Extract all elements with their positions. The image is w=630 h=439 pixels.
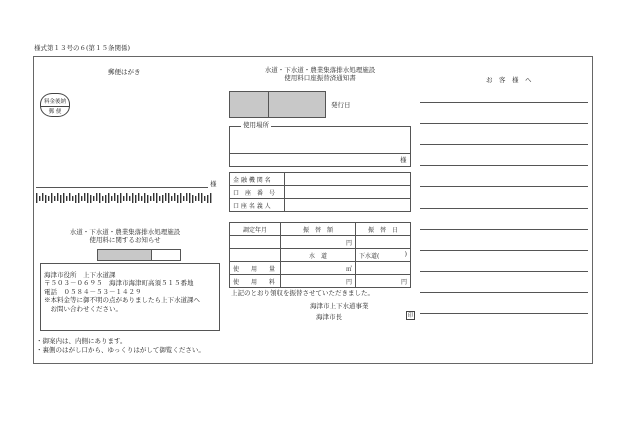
message-line <box>420 313 588 314</box>
message-line <box>420 271 588 272</box>
notice-title <box>230 66 410 83</box>
message-line <box>420 250 588 251</box>
sewer-usage-amount <box>356 262 411 275</box>
addressee-line <box>36 187 208 188</box>
notice-title-line1: 水道・下水道・農業集落排水処理施設 <box>264 66 376 74</box>
window-cell <box>268 91 326 118</box>
message-line <box>420 186 588 187</box>
postage-stamp <box>40 93 70 117</box>
issuer-name: 海津市上下水道事業 <box>310 302 369 310</box>
message-line <box>420 144 588 145</box>
customer-barcode <box>36 193 214 203</box>
usage-table <box>229 248 411 288</box>
mayor-title: 海津市長 <box>316 313 342 321</box>
postcard-label: 郵便はがき <box>108 68 141 76</box>
postcard-sama: 様 <box>210 180 217 188</box>
sewer-usage-fee: 円 <box>356 275 411 288</box>
message-line <box>420 165 588 166</box>
billing-header: 振 替 額 <box>281 223 356 236</box>
message-line <box>420 229 588 230</box>
usage-location-divider <box>229 153 411 154</box>
bank-field-value <box>285 173 411 186</box>
water-usage-amount: ㎥ <box>281 262 356 275</box>
message-line <box>420 102 588 103</box>
billing-header: 調定年月 <box>230 223 281 236</box>
bank-field-label: 口 座 番 号 <box>230 186 285 199</box>
usage-location-label: 使用場所 <box>243 121 269 129</box>
official-seal: 印 <box>407 313 414 319</box>
postcard-note: ・裏側のはがし口から、ゆっくりはがして御覧ください。 <box>36 346 205 354</box>
service-header-sewer <box>356 249 411 262</box>
notice-title-line2: 使用料口座振替済通知書 <box>284 74 356 83</box>
bank-field-label: 金 融 機 関 名 <box>230 173 285 186</box>
stamp-line1: 料金後納 <box>41 97 69 107</box>
usage-corner-cell <box>230 249 281 262</box>
usage-fee-label: 使 用 料 <box>230 275 281 288</box>
office-line: お問い合わせください。 <box>44 304 122 313</box>
issue-date-label: 発行日 <box>331 101 351 109</box>
usage-location-sama: 様 <box>400 156 407 164</box>
transfer-amount-cell: 円 <box>281 236 356 249</box>
water-usage-fee: 円 <box>281 275 356 288</box>
postcard-notice-title-line1: 水道・下水道・農業集落排水処理施設 <box>69 228 181 236</box>
message-line <box>420 208 588 209</box>
postcard-white-cell <box>151 249 181 261</box>
form-number: 様式第１３号の６(第１５条関係) <box>34 44 131 52</box>
stamp-line2: 郵 便 <box>48 109 62 115</box>
usage-amount-label: 使 用 量 <box>230 262 281 275</box>
postcard-gray-cell <box>97 249 152 261</box>
message-line <box>420 292 588 293</box>
office-line: ※本料金等に御不明の点がありましたら上下水道課へ <box>44 296 200 305</box>
billing-header: 振 替 日 <box>356 223 411 236</box>
office-line: 海津市役所 上下水道課 <box>44 271 116 279</box>
postcard-note: ・御案内は、内側にあります。 <box>36 337 127 345</box>
transfer-date-cell <box>356 236 411 249</box>
postcard-notice-title <box>0 228 250 245</box>
billing-table <box>229 222 411 249</box>
bank-field-label: 口 座 名 義 人 <box>230 199 285 212</box>
message-line <box>420 123 588 124</box>
sewer-header-open: 下水道( <box>359 252 380 260</box>
addressee-heading: お 客 様 へ <box>486 76 532 84</box>
window-cell <box>229 91 269 118</box>
service-header-water: 水 道 <box>281 249 356 262</box>
confirmation-text: 上記のとおり領収を振替させていただきました。 <box>231 289 374 297</box>
office-contact-box <box>40 263 220 331</box>
bank-info-table <box>229 172 411 212</box>
bank-field-value <box>285 199 411 212</box>
office-line: 〒５０３－０６９５ 海津市海津町高須５１５番地 <box>44 279 194 288</box>
billing-period-cell <box>230 236 281 249</box>
sewer-header-close: ) <box>404 250 407 258</box>
usage-location-box <box>229 126 411 167</box>
postcard-notice-title-line2: 使用料に関するお知らせ <box>89 236 161 245</box>
bank-field-value <box>285 186 411 199</box>
office-line: 電話 ０５８４－５３－１４２９ <box>44 287 142 296</box>
